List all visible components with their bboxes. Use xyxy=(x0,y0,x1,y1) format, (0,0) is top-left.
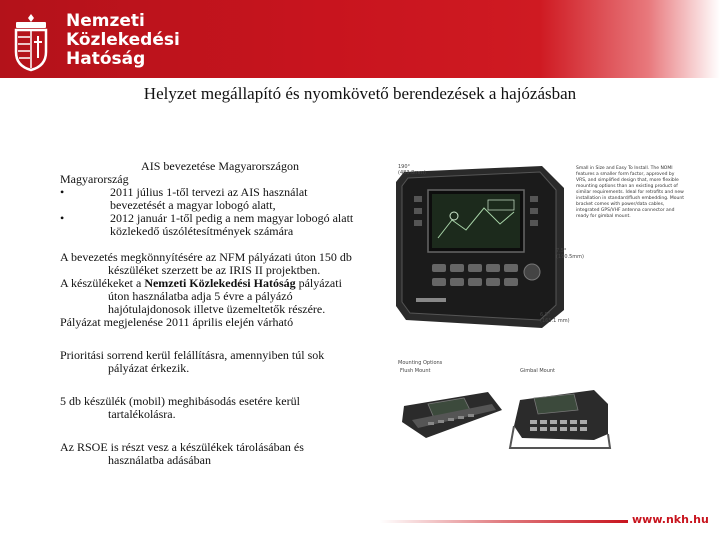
logo-line-2: Közlekedési xyxy=(66,30,180,50)
slide-body xyxy=(60,160,360,467)
bullet-text-1: 2011 július 1-től tervezi az AIS használat bevezetését a magyar lobogó alatt, xyxy=(110,185,308,212)
authority-name: Nemzeti Közlekedési Hatóság xyxy=(144,276,296,290)
mounting-devices-icon xyxy=(398,376,618,456)
paragraph-reserve: 5 db készülék (mobil) meghibásodás esetére kerül tartalékolásra. xyxy=(60,394,300,421)
dimension-right: 7.5° (190.5mm) xyxy=(556,248,584,260)
dimension-bottom: 6.5° (165.1 mm) xyxy=(540,312,570,324)
logo-line-1: Nemzeti xyxy=(66,11,145,31)
coat-of-arms-icon xyxy=(12,12,50,72)
footer-website-link[interactable]: www.nkh.hu xyxy=(632,513,709,526)
footer-divider xyxy=(380,520,628,523)
gimbal-mount-label: Gimbal Mount xyxy=(520,368,556,374)
flush-mount-label: Flush Mount xyxy=(400,368,431,374)
paragraph-priority: Prioritási sorrend kerül felállításra, amennyiben túl sok pályázat érkezik. xyxy=(60,348,325,375)
bullet-item xyxy=(60,212,360,238)
bullet-dot: • xyxy=(60,211,65,225)
dimension-top: 190° (483.8mm) xyxy=(398,164,426,176)
country-label: Magyarország xyxy=(60,172,129,186)
mounting-caption: Mounting Options xyxy=(398,360,443,366)
spec-note: Small in Size and Easy To Install. The NOMI features a smaller form factor, approved by VRS, and simplified design that, more flexible mounting options than an existing product of similar requirements. Ideal for retrofits and new installation in standard/flush embedding. Mount bracket comes with power/data cables, integrated GPS/VHF antenna connector and ready for gimbal mount. xyxy=(576,166,685,219)
paragraph-procurement: A bevezetés megkönnyítésére az NFM pályázati úton 150 db készüléket szerzett be az IRIS II projektben. xyxy=(60,250,352,277)
bullet-text-2: 2012 január 1-től pedig a nem magyar lobogó alatt közlekedő úszólétesítmények számára xyxy=(110,211,354,238)
bullet-dot: • xyxy=(60,185,65,199)
logo-wordmark xyxy=(66,12,180,69)
logo-line-3: Hatóság xyxy=(66,49,146,69)
paragraph-publication: Pályázat megjelenése 2011 április elején várható xyxy=(60,315,294,329)
paragraph-rsoe: Az RSOE is részt vesz a készülékek tárolásában és használatba adásában xyxy=(60,440,304,467)
paragraph-allocation: A készülékeket a Nemzeti Közlekedési Hatóság pályázati úton használatba adja 5 évre a pályázó hajótulajdonosok illetve üzemeltetők részére. xyxy=(60,276,342,316)
ais-device-image xyxy=(392,160,572,335)
header-banner xyxy=(0,0,720,78)
slide-title: Helyzet megállapító és nyomkövető berendezések a hajózásban xyxy=(143,84,577,103)
section-subtitle: AIS bevezetése Magyarországon xyxy=(141,159,299,173)
bullet-item xyxy=(60,186,360,212)
mounting-options-image xyxy=(398,358,618,456)
